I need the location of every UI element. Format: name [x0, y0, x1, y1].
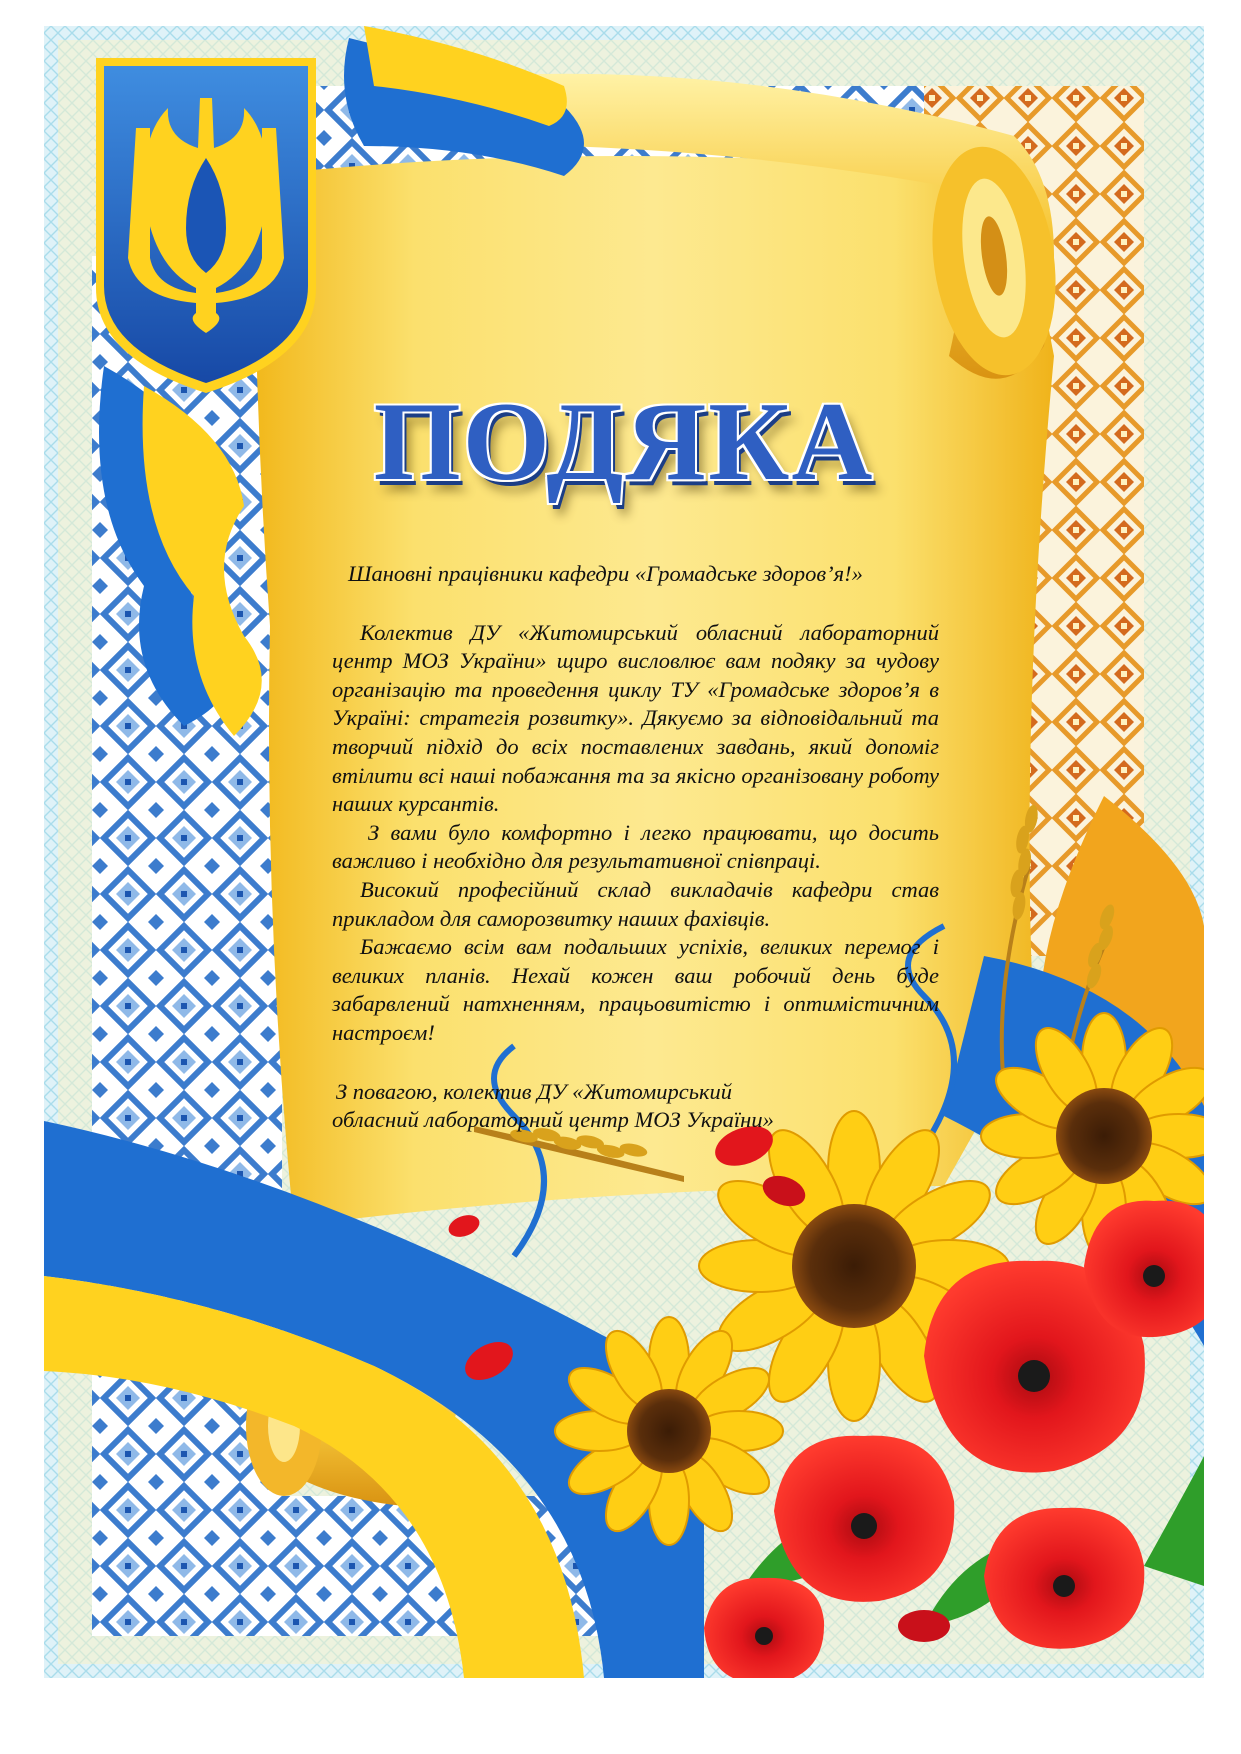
certificate-heading: ПОДЯКА: [373, 380, 875, 504]
paragraph-4: Бажаємо всім вам подальших успіхів, великих перемог і великих планів. Нехай кожен ваш робочий день буде забарвлений натхненням, працьовитістю і оптимістичним настроєм!: [332, 934, 939, 1045]
letter-text: [332, 560, 939, 1135]
paragraph-1: Колектив ДУ «Житомирський обласний лабораторний центр МОЗ України» щиро висловлює вам подяку за чудову організацію та проведення циклу ТУ «Громадське здоров’я в Україні: стратегія розвитку». Дякуємо за відповідальний та творчий підхід до всіх поставлених завдань, який допоміг втілити всі наші побажання та за якісно організовану роботу наших курсантів.: [332, 619, 939, 817]
paragraph-3: Високий професійний склад викладачів кафедри став прикладом для саморозвитку наших фахівців.: [332, 876, 939, 931]
greeting: Шановні працівники кафедри «Громадське здоров’я!»: [348, 561, 863, 586]
signature-line-2: обласний лабораторний центр МОЗ України»: [332, 1107, 774, 1133]
paragraph-2: З вами було комфортно і легко працювати, що досить важливо і необхідно для результативної співпраці.: [332, 819, 939, 874]
signature-line-1: З повагою, колектив ДУ «Житомирський: [336, 1078, 733, 1104]
signature: [332, 1078, 939, 1135]
certificate: [44, 26, 1204, 1678]
coat-of-arms-trident: [96, 58, 316, 393]
